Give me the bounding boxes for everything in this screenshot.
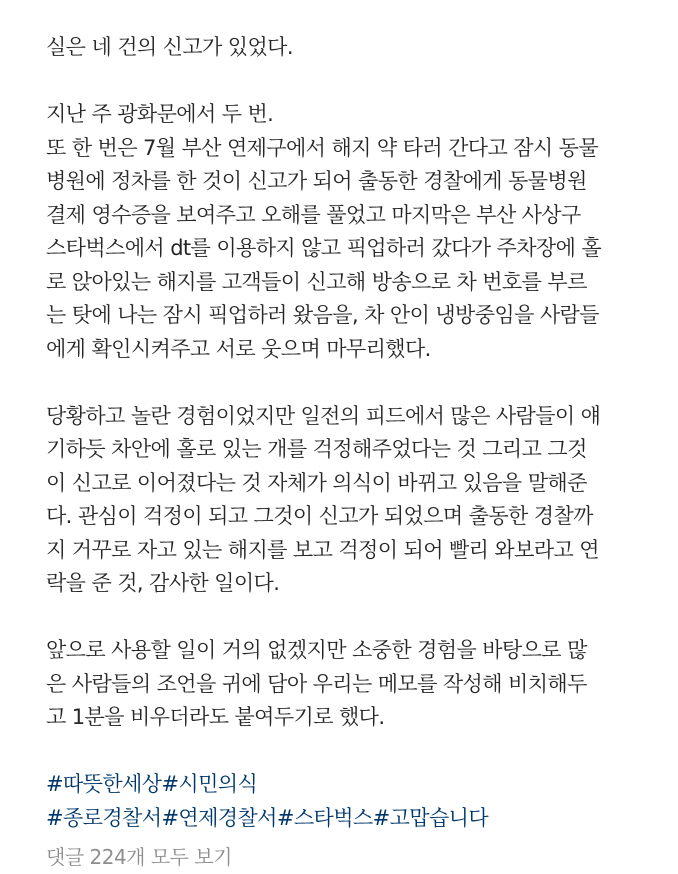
caption-line: 에게 확인시켜주고 서로 웃으며 마무리했다.: [46, 336, 431, 361]
caption-line: 실은 네 건의 신고가 있었다.: [46, 35, 293, 59]
hashtag-link[interactable]: #스타벅스: [276, 805, 373, 830]
hashtag-link[interactable]: #시민의식: [161, 772, 258, 796]
caption-paragraph-1: [46, 31, 632, 65]
paragraph-spacer: [46, 366, 632, 400]
hashtag-link[interactable]: #따뜻한세상: [46, 772, 162, 796]
hashtag-link[interactable]: #종로경찰서: [46, 805, 162, 830]
caption-line: 기하듯 차안에 홀로 있는 개를 걱정해주었다는 것 그리고 그것: [46, 437, 587, 461]
caption-line: 고 1분을 비우더라도 붙여두기로 했다.: [46, 705, 385, 729]
caption-line: 지 거꾸로 자고 있는 해지를 보고 걱정이 되어 빨리 와보라고 연: [46, 537, 599, 562]
paragraph-spacer: [46, 65, 632, 99]
caption-line: 는 탓에 나는 잠시 픽업하러 왔음을, 차 안이 냉방중임을 사람들: [46, 303, 599, 327]
view-all-comments-link[interactable]: 댓글 224개 모두 보기: [46, 845, 232, 869]
caption-line: 당황하고 놀란 경험이었지만 일전의 피드에서 많은 사람들이 얘: [46, 403, 601, 428]
paragraph-spacer: [46, 601, 632, 635]
hashtag-line: [46, 768, 632, 802]
caption-line: 이 신고로 이어졌다는 것 자체가 의식이 바뀌고 있음을 말해준: [46, 470, 587, 495]
caption-line: 로 앉아있는 해지를 고객들이 신고해 방송으로 차 번호를 부르: [46, 269, 587, 294]
caption-line: 앞으로 사용할 일이 거의 없겠지만 소중한 경험을 바탕으로 많: [46, 638, 587, 662]
hashtag-list: [46, 768, 632, 835]
caption-line: 다. 관심이 걱정이 되고 그것이 신고가 되었으며 출동한 경찰까: [46, 504, 593, 528]
caption-paragraph-3: [46, 400, 632, 601]
caption-paragraph-2: [46, 98, 632, 366]
paragraph-spacer: [46, 735, 632, 769]
caption-line: 또 한 번은 7월 부산 연제구에서 해지 약 타러 간다고 잠시 동물: [46, 135, 599, 160]
hashtag-link[interactable]: #연제경찰서: [161, 805, 277, 830]
hashtag-link[interactable]: #고맙습니다: [372, 805, 489, 830]
caption-paragraph-4: [46, 634, 632, 735]
caption-line: 스타벅스에서 dt를 이용하지 않고 픽업하러 갔다가 주차장에 홀: [46, 236, 602, 260]
caption-line: 병원에 정차를 한 것이 신고가 되어 출동한 경찰에게 동물병원: [46, 169, 587, 193]
caption-line: 지난 주 광화문에서 두 번.: [46, 102, 274, 126]
caption-line: 결제 영수증을 보여주고 오해를 풀었고 마지막은 부산 사상구: [46, 202, 581, 227]
caption-line: 락을 준 것, 감사한 일이다.: [46, 571, 280, 595]
caption-line: 은 사람들의 조언을 귀에 담아 우리는 메모를 작성해 비치해두: [46, 671, 587, 696]
